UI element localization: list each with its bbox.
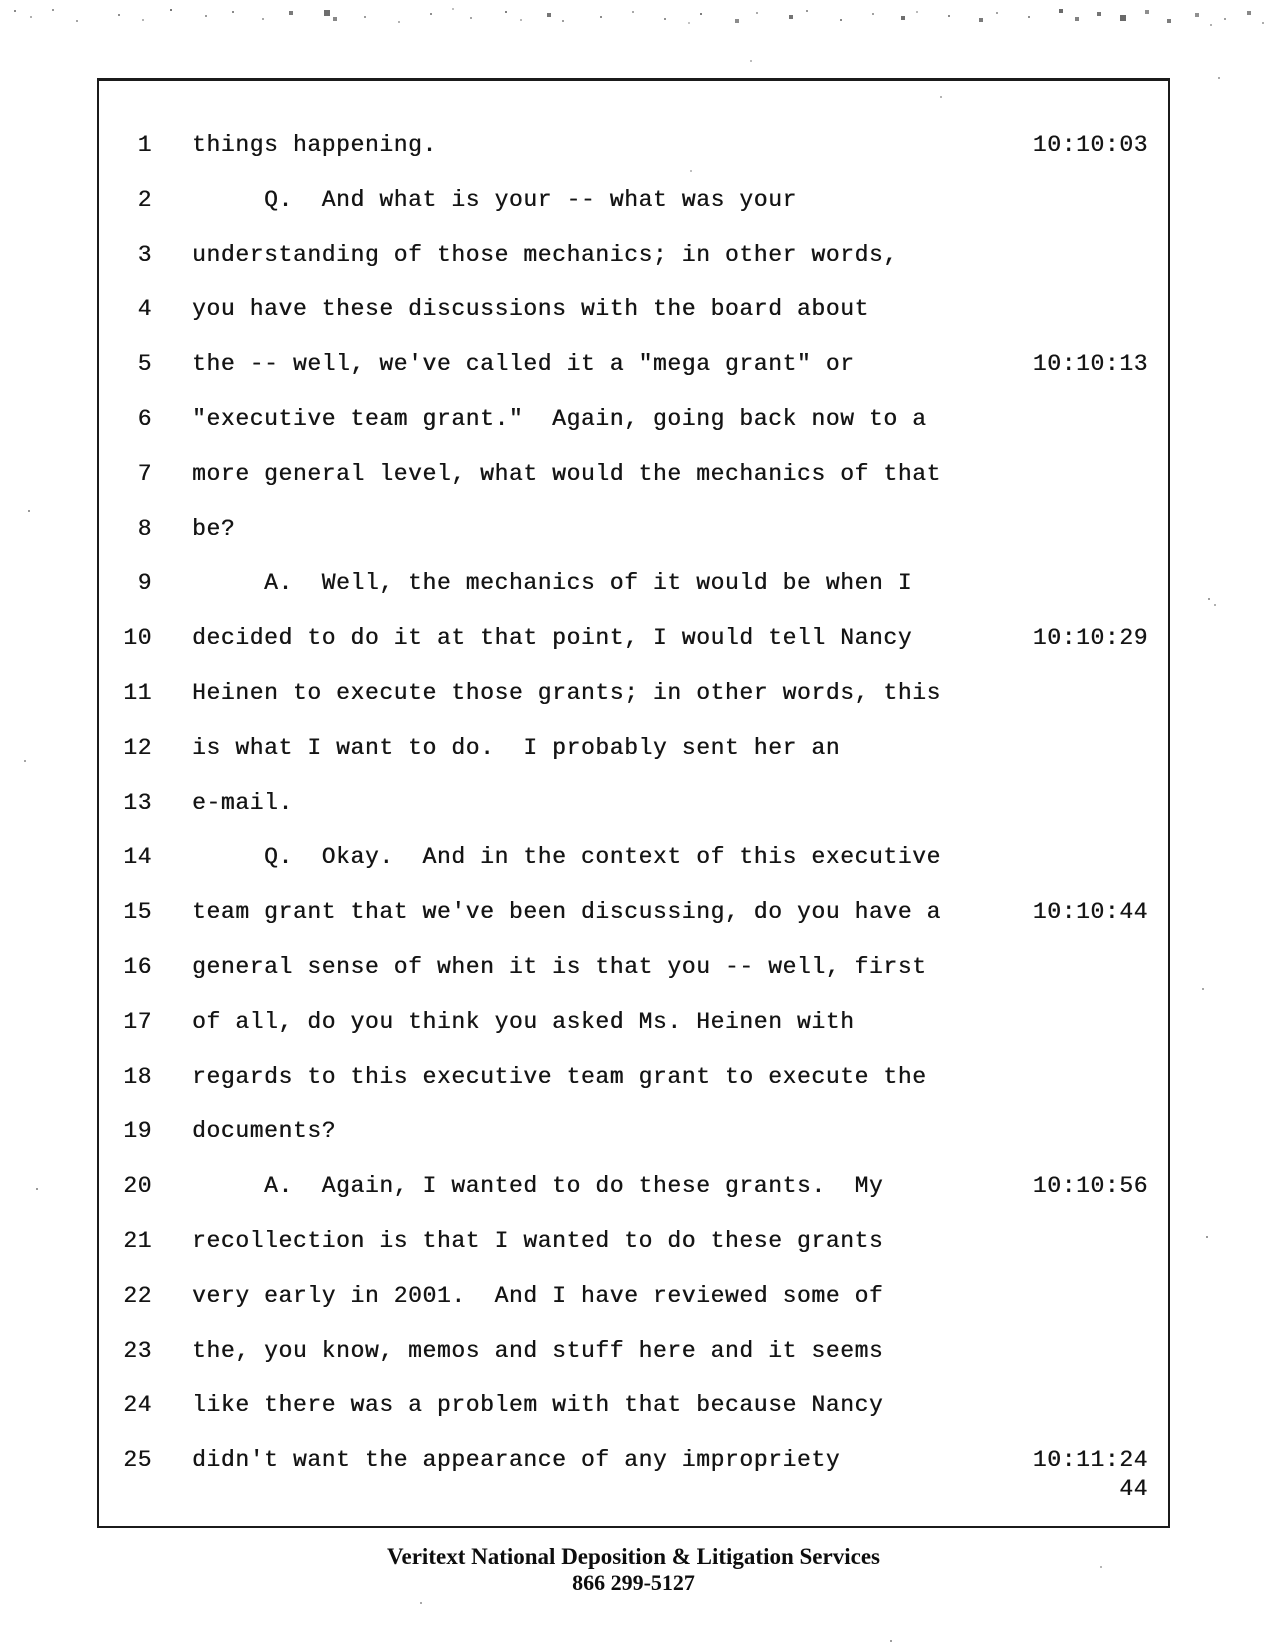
timestamp: 10:10:13	[1032, 351, 1148, 378]
timestamp: 10:11:24	[1032, 1447, 1148, 1474]
transcript-line	[99, 721, 1168, 776]
transcript-line	[99, 228, 1168, 283]
line-text: A. Well, the mechanics of it would be when I	[192, 570, 913, 597]
transcript-lines	[99, 118, 1168, 1488]
line-text: "executive team grant." Again, going back now to a	[192, 405, 927, 432]
transcript-line	[99, 1378, 1168, 1433]
line-number: 1	[137, 132, 152, 158]
line-number: 24	[123, 1392, 152, 1419]
line-number: 17	[123, 1008, 152, 1035]
line-text: be?	[192, 515, 236, 542]
line-text: decided to do it at that point, I would tell Nancy	[192, 625, 913, 652]
transcript-line	[99, 830, 1168, 885]
line-number: 16	[123, 953, 152, 980]
line-text: A. Again, I wanted to do these grants. My	[192, 1173, 884, 1200]
transcript-line	[99, 447, 1168, 502]
transcript-line	[99, 118, 1168, 173]
line-text: things happening.	[192, 132, 437, 158]
footer-company-name: Veritext National Deposition & Litigation Services	[387, 1544, 880, 1569]
line-text: very early in 2001. And I have reviewed some of	[192, 1282, 884, 1309]
line-number: 12	[123, 734, 152, 761]
line-number: 8	[137, 515, 152, 542]
transcript-line	[99, 1159, 1168, 1214]
transcript-line	[99, 1050, 1168, 1105]
line-number: 3	[137, 241, 152, 268]
line-text: didn't want the appearance of any impropriety	[192, 1447, 841, 1474]
line-number: 13	[123, 789, 152, 816]
line-text: regards to this executive team grant to execute the	[192, 1063, 927, 1090]
transcript-line	[99, 392, 1168, 447]
line-number: 22	[123, 1282, 152, 1309]
transcript-line	[99, 173, 1168, 228]
transcript-line	[99, 502, 1168, 557]
transcript-line	[99, 995, 1168, 1050]
line-number: 10	[123, 625, 152, 652]
line-text: team grant that we've been discussing, do you have a	[192, 899, 941, 926]
line-text: Q. Okay. And in the context of this executive	[192, 844, 941, 871]
transcript-line	[99, 556, 1168, 611]
scan-noise-stray	[0, 0, 2, 2]
transcript-border-box	[97, 78, 1170, 1528]
line-text: Heinen to execute those grants; in other words, this	[192, 679, 941, 706]
transcript-line	[99, 1324, 1168, 1379]
line-number: 6	[137, 405, 152, 432]
line-number: 7	[137, 460, 152, 487]
line-text: recollection is that I wanted to do these grants	[192, 1227, 884, 1254]
line-number: 4	[137, 296, 152, 323]
line-number: 11	[123, 679, 152, 706]
transcript-line	[99, 611, 1168, 666]
line-number: 23	[123, 1337, 152, 1364]
transcript-line	[99, 1269, 1168, 1324]
timestamp: 10:10:29	[1032, 625, 1148, 652]
line-number: 9	[137, 570, 152, 597]
page-number: 44	[1119, 1476, 1148, 1502]
line-text: like there was a problem with that because Nancy	[192, 1392, 884, 1419]
timestamp: 10:10:44	[1032, 899, 1148, 926]
transcript-line	[99, 337, 1168, 392]
timestamp: 10:10:56	[1032, 1173, 1148, 1200]
line-text: more general level, what would the mechanics of that	[192, 460, 941, 487]
line-number: 25	[123, 1447, 152, 1474]
line-text: the -- well, we've called it a "mega grant" or	[192, 351, 855, 378]
line-text: Q. And what is your -- what was your	[192, 186, 797, 213]
line-number: 5	[137, 351, 152, 378]
timestamp: 10:10:03	[1032, 132, 1148, 158]
line-text: is what I want to do. I probably sent her an	[192, 734, 841, 761]
transcript-line	[99, 1104, 1168, 1159]
transcript-line	[99, 666, 1168, 721]
footer-phone-number: 866 299-5127	[572, 1570, 695, 1595]
line-text: the, you know, memos and stuff here and it seems	[192, 1337, 884, 1364]
line-number: 14	[123, 844, 152, 871]
line-number: 2	[137, 186, 152, 213]
line-text: e-mail.	[192, 789, 293, 816]
line-number: 19	[123, 1118, 152, 1145]
footer	[97, 1543, 1170, 1596]
line-text: of all, do you think you asked Ms. Heinen with	[192, 1008, 855, 1035]
line-text: you have these discussions with the board about	[192, 296, 869, 323]
line-number: 21	[123, 1227, 152, 1254]
transcript-line	[99, 282, 1168, 337]
transcript-line	[99, 885, 1168, 940]
line-text: general sense of when it is that you -- well, first	[192, 953, 927, 980]
transcript-line	[99, 1433, 1168, 1488]
transcript-line	[99, 1214, 1168, 1269]
line-number: 15	[123, 899, 152, 926]
transcript-line	[99, 940, 1168, 995]
line-number: 20	[123, 1173, 152, 1200]
line-text: documents?	[192, 1118, 337, 1145]
line-number: 18	[123, 1063, 152, 1090]
transcript-line	[99, 776, 1168, 831]
line-text: understanding of those mechanics; in other words,	[192, 241, 898, 268]
